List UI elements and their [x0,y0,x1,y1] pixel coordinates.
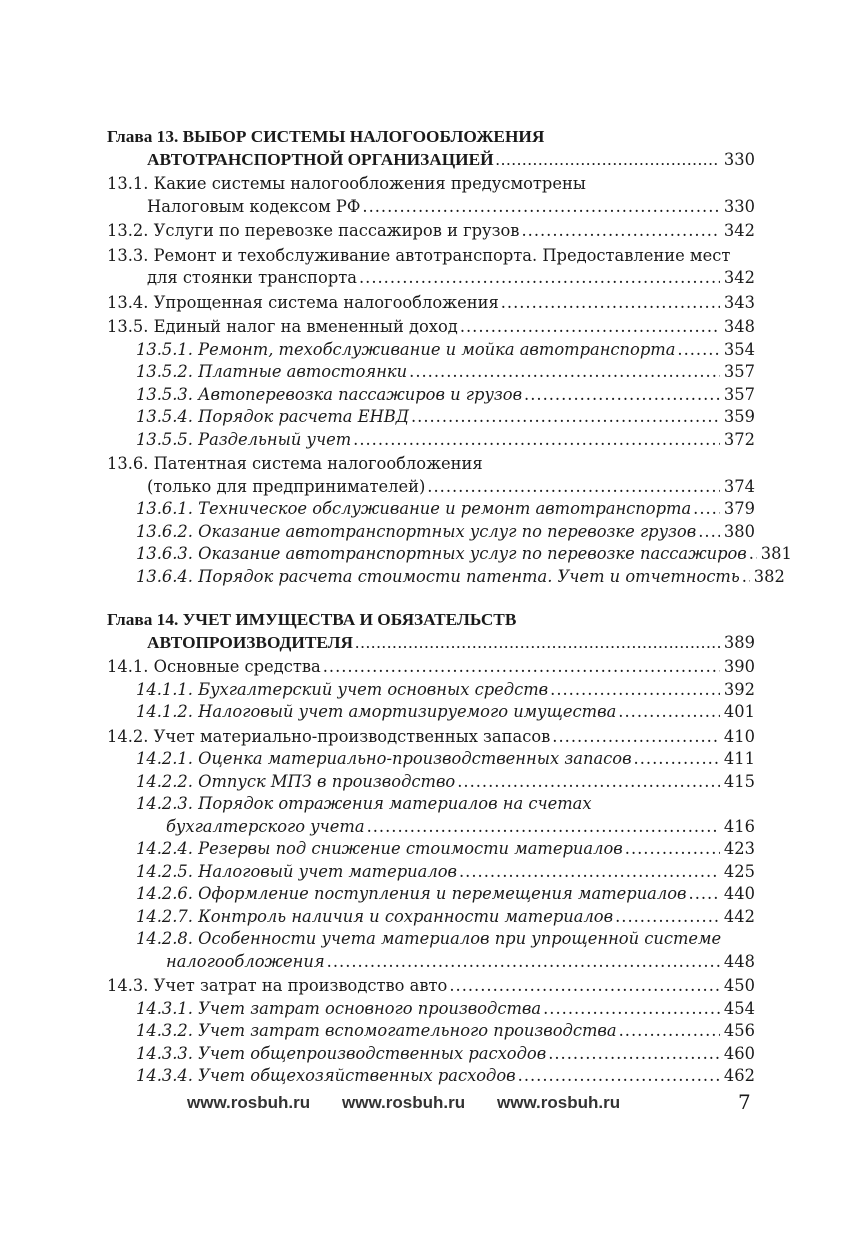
toc-entry[interactable] [107,316,755,339]
toc-entry-text: 14.1.2. Налоговый учет амортизируемого имущества [136,702,617,721]
page-ref: 330 [723,149,755,169]
toc-entry-text: 14.3.2. Учет затрат вспомогательного производства [136,1021,617,1040]
page-ref: 342 [723,221,755,240]
toc-subentry[interactable] [107,406,755,429]
page-ref: 342 [723,268,755,287]
chapter-title-line1: Глава 13. ВЫБОР СИСТЕМЫ НАЛОГООБЛОЖЕНИЯ [107,127,545,146]
toc-subentry[interactable] [107,928,755,973]
toc-subentry[interactable] [107,1020,755,1043]
toc-entry-text: 14.1. Основные средства [107,657,321,676]
page-ref: 392 [723,679,755,699]
toc-entry[interactable] [107,245,755,290]
toc-entry-text: 13.6.3. Оказание автотранспортных услуг по перевозке пассажиров [136,544,747,563]
toc-entry-text-cont: (только для предпринимателей) [147,476,426,496]
toc-entry-text: 13.5.5. Раздельный учет [136,429,352,449]
page-ref: 343 [723,292,755,312]
toc-entry-text: 13.5.4. Порядок расчета ЕНВД [136,407,409,426]
toc-subentry[interactable] [107,771,755,794]
page-ref: 379 [723,499,755,518]
toc-entry-text: 14.1.1. Бухгалтерский учет основных средств [136,679,549,699]
page-ref: 416 [723,816,755,836]
page-ref: 381 [760,544,792,563]
page-ref: 372 [723,429,755,449]
footer-site-link-2[interactable]: www.rosbuh.ru [342,1093,466,1112]
toc-entry-text: 13.5.3. Автоперевозка пассажиров и грузов [136,384,523,404]
page-ref: 456 [723,1021,755,1040]
toc-subentry[interactable] [107,701,755,724]
toc-entry-text: 13.6. Патентная система налогообложения [107,454,483,473]
toc-entry[interactable] [107,453,755,498]
toc-entry-text: 13.5.1. Ремонт, техобслуживание и мойка автотранспорта [136,339,676,359]
toc-entry-text: 14.2.4. Резервы под снижение стоимости материалов [136,839,623,858]
toc-entry-text: 14.2.7. Контроль наличия и сохранности материалов [136,906,614,926]
toc-entry-text: 14.2.6. Оформление поступления и перемещения материалов [136,884,687,903]
toc-entry-text: 13.4. Упрощенная система налогообложения [107,292,499,312]
footer-site-link-1[interactable]: www.rosbuh.ru [187,1093,311,1112]
chapter-13-heading[interactable] [107,126,755,171]
toc-subentry[interactable] [107,339,755,362]
toc-subentry[interactable] [107,429,755,452]
toc-subentry[interactable] [107,361,755,384]
page-ref: 389 [723,632,755,652]
page-number: 7 [738,1090,751,1114]
page-ref: 410 [723,726,755,746]
toc-entry[interactable] [107,656,755,679]
toc-subentry[interactable] [107,1043,755,1066]
page-ref: 423 [723,839,755,858]
toc-entry-text: 13.6.4. Порядок расчета стоимости патента. Учет и отчетность [136,566,740,586]
toc-entry-text: 13.5.2. Платные автостоянки [136,362,408,381]
toc-entry-text: 14.2.3. Порядок отражения материалов на счетах [136,794,592,813]
toc-entry-text: 13.6.1. Техническое обслуживание и ремонт автотранспорта [136,499,692,518]
toc-entry-text-cont: бухгалтерского учета [166,816,365,836]
toc-entry[interactable] [107,975,755,998]
page-ref: 460 [723,1043,755,1063]
toc-entry-text: 14.3.4. Учет общехозяйственных расходов [136,1066,516,1085]
page-ref: 382 [753,566,785,586]
page-ref: 330 [723,196,755,216]
toc-entry-text: 14.2. Учет материально-производственных запасов [107,726,551,746]
chapter-title-line1: Глава 14. УЧЕТ ИМУЩЕСТВА И ОБЯЗАТЕЛЬСТВ [107,610,517,629]
toc-subentry[interactable] [107,566,785,589]
toc-subentry[interactable] [107,883,755,906]
toc-subentry[interactable] [107,521,755,544]
toc-subentry[interactable] [107,861,755,884]
page-footer [0,1090,857,1117]
toc-entry[interactable] [107,292,755,315]
toc-subentry[interactable] [107,906,755,929]
toc-subentry[interactable] [107,543,792,566]
page-ref: 390 [723,657,755,676]
page-ref: 462 [723,1066,755,1085]
toc-entry-text: 13.6.2. Оказание автотранспортных услуг по перевозке грузов [136,521,697,541]
toc-subentry[interactable] [107,838,755,861]
page-ref: 450 [723,976,755,995]
page-ref: 348 [723,317,755,336]
page-ref: 440 [723,884,755,903]
toc-entry[interactable] [107,726,755,749]
toc-entry-text-cont: для стоянки транспорта [147,268,357,287]
toc-entry-text: 13.1. Какие системы налогообложения предусмотрены [107,174,586,193]
toc-subentry[interactable] [107,793,755,838]
toc-subentry[interactable] [107,384,755,407]
page-ref: 454 [723,998,755,1018]
toc-subentry[interactable] [107,498,755,521]
toc-entry[interactable] [107,173,755,218]
table-of-contents [107,126,792,1088]
chapter-title-line2: АВТОПРОИЗВОДИТЕЛЯ [147,632,354,652]
chapter-title-line2: АВТОТРАНСПОРТНОЙ ОРГАНИЗАЦИЕЙ [147,149,494,169]
toc-subentry[interactable] [107,748,755,771]
toc-entry-text: 14.2.8. Особенности учета материалов при упрощенной системе [136,929,722,948]
toc-entry[interactable] [107,220,755,243]
page-ref: 415 [723,771,755,791]
toc-entry-text: 14.3.1. Учет затрат основного производства [136,998,542,1018]
page-ref: 354 [723,339,755,359]
page-ref: 401 [723,702,755,721]
chapter-14-heading[interactable] [107,609,755,654]
toc-entry-text: 14.3. Учет затрат на производство авто [107,976,448,995]
page-ref: 425 [723,861,755,881]
toc-entry-text-cont: налогообложения [166,951,325,971]
footer-site-link-3[interactable]: www.rosbuh.ru [497,1093,621,1112]
page-ref: 380 [723,521,755,541]
page-ref: 448 [723,951,755,971]
toc-entry-text: 14.2.2. Отпуск МПЗ в производство [136,771,456,791]
page-ref: 411 [723,749,755,768]
toc-subentry[interactable] [107,679,755,702]
page-ref: 442 [723,906,755,926]
toc-entry-text-cont: Налоговым кодексом РФ [147,196,361,216]
page-ref: 359 [723,407,755,426]
page-ref: 357 [723,384,755,404]
page-ref: 357 [723,362,755,381]
page-ref: 374 [723,476,755,496]
toc-subentry[interactable] [107,1065,755,1088]
toc-entry-text: 14.2.5. Налоговый учет материалов [136,861,457,881]
toc-entry-text: 13.3. Ремонт и техобслуживание автотранспорта. Предоставление мест [107,245,731,265]
toc-entry-text: 14.2.1. Оценка материально-производственных запасов [136,749,632,768]
toc-entry-text: 13.5. Единый налог на вмененный доход [107,317,458,336]
toc-entry-text: 13.2. Услуги по перевозке пассажиров и грузов [107,221,520,240]
toc-subentry[interactable] [107,998,755,1021]
toc-entry-text: 14.3.3. Учет общепроизводственных расходов [136,1043,547,1063]
